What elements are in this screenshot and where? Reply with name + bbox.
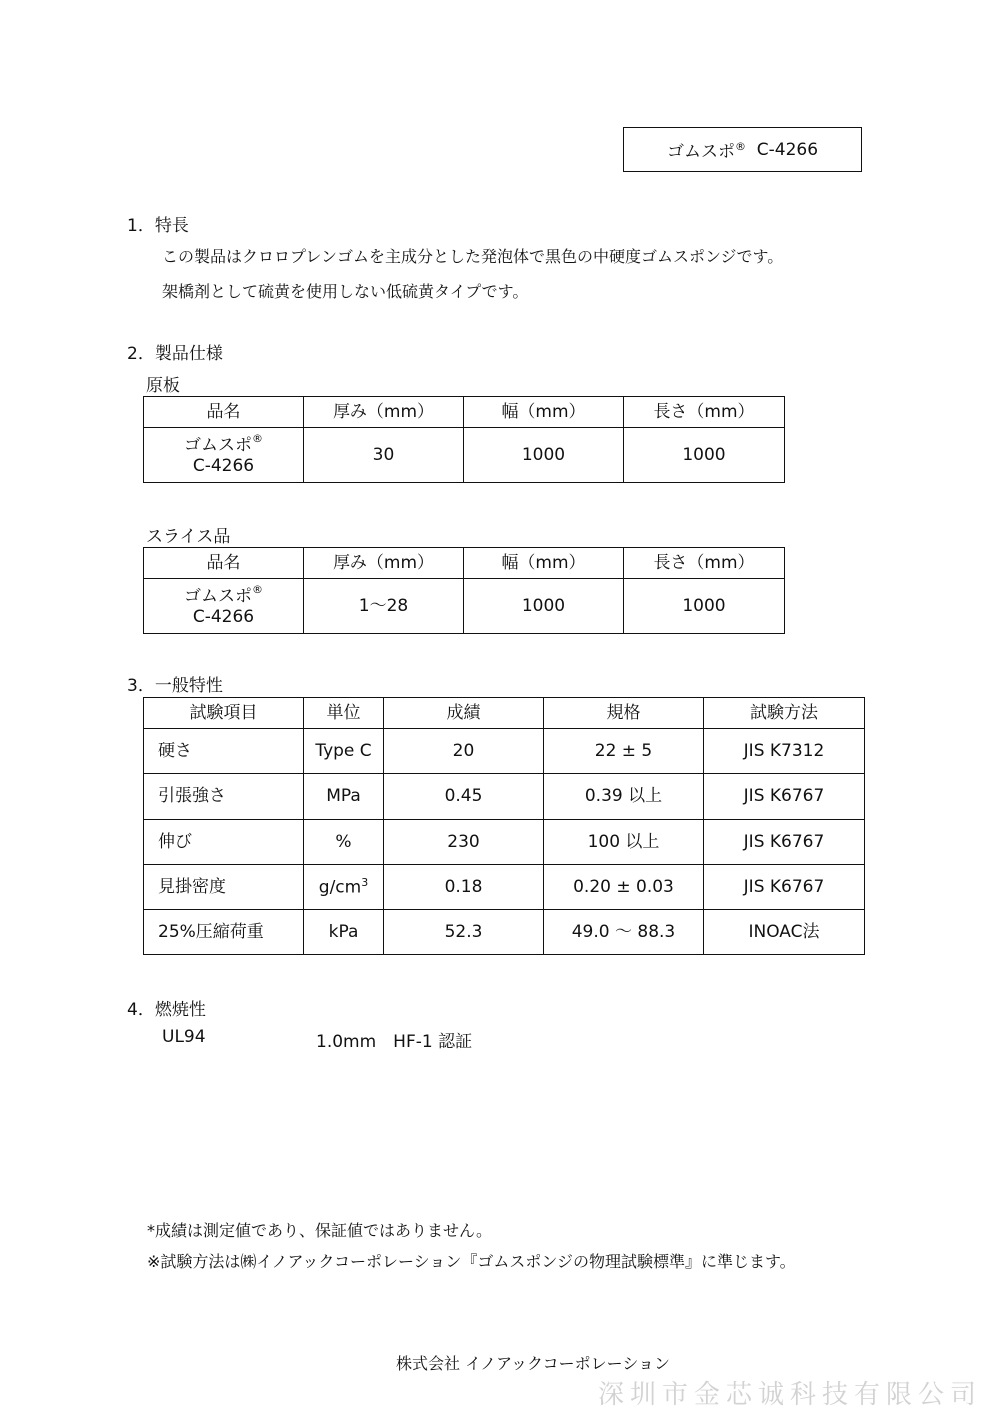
header-cell: 規格 bbox=[544, 698, 704, 729]
width-cell: 1000 bbox=[464, 428, 624, 483]
length-cell: 1000 bbox=[624, 579, 785, 634]
result-cell: 0.18 bbox=[384, 865, 544, 910]
item-cell: 引張強さ bbox=[144, 774, 304, 820]
spec-table-sliced bbox=[143, 547, 785, 634]
table-header-row bbox=[144, 397, 785, 428]
item-cell: 25%圧縮荷重 bbox=[144, 910, 304, 955]
header-cell: 品名 bbox=[144, 548, 304, 579]
table-row bbox=[144, 820, 865, 865]
table-row bbox=[144, 428, 785, 483]
item-cell: 見掛密度 bbox=[144, 865, 304, 910]
header-cell: 単位 bbox=[304, 698, 384, 729]
method-cell: JIS K6767 bbox=[704, 820, 865, 865]
header-cell: 成績 bbox=[384, 698, 544, 729]
thickness-cell: 30 bbox=[304, 428, 464, 483]
registered-mark: ® bbox=[252, 582, 263, 596]
company-name: 株式会社 イノアックコーポレーション bbox=[396, 1354, 671, 1373]
product-name-cell bbox=[144, 428, 304, 483]
width-cell: 1000 bbox=[464, 579, 624, 634]
header-cell: 幅（mm） bbox=[464, 548, 624, 579]
result-cell: 230 bbox=[384, 820, 544, 865]
spec-table-raw bbox=[143, 396, 785, 483]
unit-cell: kPa bbox=[304, 910, 384, 955]
thickness-cell: 1～28 bbox=[304, 579, 464, 634]
product-code: C-4266 bbox=[756, 139, 819, 160]
result-cell: 52.3 bbox=[384, 910, 544, 955]
registered-mark: ® bbox=[252, 431, 263, 445]
table-header-row bbox=[144, 548, 785, 579]
table-row bbox=[144, 910, 865, 955]
name-line2: C-4266 bbox=[192, 455, 255, 476]
spec-cell: 0.39 以上 bbox=[544, 774, 704, 820]
header-cell: 厚み（mm） bbox=[304, 397, 464, 428]
name-line1: ゴムスポ bbox=[184, 586, 252, 607]
spec-cell: 0.20 ± 0.03 bbox=[544, 865, 704, 910]
table-header-row bbox=[144, 698, 865, 729]
spec-cell: 22 ± 5 bbox=[544, 729, 704, 774]
note-1: *成績は測定値であり、保証値ではありません。 bbox=[147, 1221, 492, 1240]
unit-superscript: 3 bbox=[361, 875, 369, 889]
section1-line-2: 架橋剤として硫黄を使用しない低硫黄タイプです。 bbox=[162, 282, 529, 301]
watermark-text: 深圳市金芯诚科技有限公司 bbox=[597, 1380, 982, 1410]
unit-cell: MPa bbox=[304, 774, 384, 820]
flammability-standard: UL94 bbox=[162, 1027, 206, 1047]
table-row bbox=[144, 774, 865, 820]
item-cell: 硬さ bbox=[144, 729, 304, 774]
flammability-rating: 1.0mm HF-1 認証 bbox=[316, 1032, 473, 1052]
name-line2: C-4266 bbox=[192, 606, 255, 627]
table-row bbox=[144, 865, 865, 910]
header-cell: 幅（mm） bbox=[464, 397, 624, 428]
unit-text: g/cm bbox=[318, 877, 362, 898]
length-cell: 1000 bbox=[624, 428, 785, 483]
properties-table bbox=[143, 697, 865, 955]
registered-mark: ® bbox=[734, 140, 746, 153]
method-cell: JIS K6767 bbox=[704, 774, 865, 820]
note-2: ※試験方法は㈱イノアックコーポレーション『ゴムスポンジの物理試験標準』に準じます。 bbox=[147, 1252, 796, 1271]
section4-heading: 4．燃焼性 bbox=[127, 1000, 206, 1020]
header-cell: 品名 bbox=[144, 397, 304, 428]
product-title-box bbox=[623, 127, 862, 172]
result-cell: 20 bbox=[384, 729, 544, 774]
header-cell: 試験項目 bbox=[144, 698, 304, 729]
method-cell: JIS K7312 bbox=[704, 729, 865, 774]
spec-cell: 49.0 ～ 88.3 bbox=[544, 910, 704, 955]
header-cell: 長さ（mm） bbox=[624, 548, 785, 579]
section1-heading: 1．特長 bbox=[127, 216, 189, 236]
unit-cell bbox=[304, 865, 384, 910]
header-cell: 試験方法 bbox=[704, 698, 865, 729]
method-cell: JIS K6767 bbox=[704, 865, 865, 910]
spec-cell: 100 以上 bbox=[544, 820, 704, 865]
table-row bbox=[144, 579, 785, 634]
header-cell: 長さ（mm） bbox=[624, 397, 785, 428]
result-cell: 0.45 bbox=[384, 774, 544, 820]
section2-heading: 2．製品仕様 bbox=[127, 344, 223, 364]
section3-heading: 3．一般特性 bbox=[127, 676, 223, 696]
table-row bbox=[144, 729, 865, 774]
unit-cell: Type C bbox=[304, 729, 384, 774]
section1-line-1: この製品はクロロプレンゴムを主成分とした発泡体で黒色の中硬度ゴムスポンジです。 bbox=[162, 247, 784, 266]
product-name-cell bbox=[144, 579, 304, 634]
unit-cell: % bbox=[304, 820, 384, 865]
method-cell: INOAC法 bbox=[704, 910, 865, 955]
product-name: ゴムスポ bbox=[666, 142, 735, 162]
header-cell: 厚み（mm） bbox=[304, 548, 464, 579]
item-cell: 伸び bbox=[144, 820, 304, 865]
name-line1: ゴムスポ bbox=[184, 435, 252, 456]
table2-caption: スライス品 bbox=[146, 527, 231, 547]
table1-caption: 原板 bbox=[146, 376, 180, 396]
